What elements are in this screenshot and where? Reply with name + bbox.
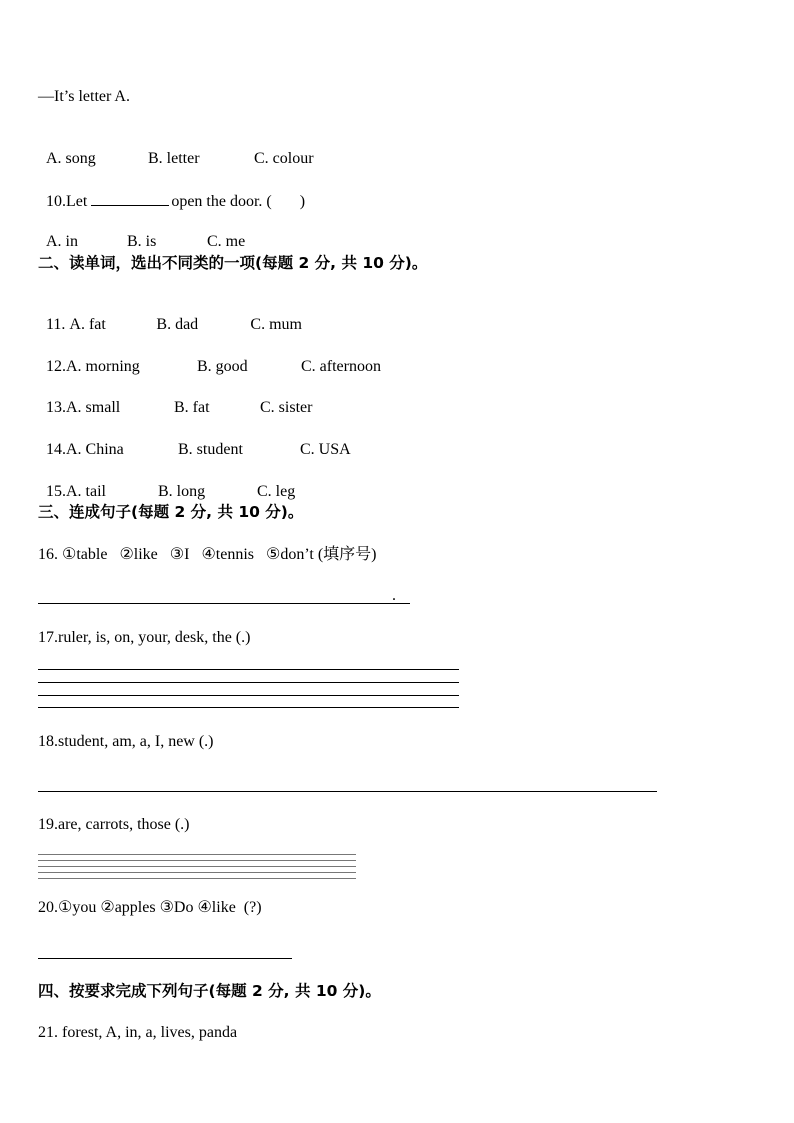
q13-option-b[interactable]: B. fat [174,399,210,416]
q15-option-a[interactable]: A. tail [66,483,106,500]
q10-option-a[interactable]: A. in [46,233,78,250]
q9-answer-line: —It’s letter A. [38,88,130,105]
q11-option-c[interactable]: C. mum [250,316,302,333]
q17-answer-line-4[interactable] [38,707,459,708]
q10-stem-after: open the door. ( [171,193,272,210]
q15-number: 15. [46,483,66,500]
q12-option-b[interactable]: B. good [197,358,248,375]
q9-option-b[interactable]: B. letter [148,150,200,167]
q17-answer-line-2[interactable] [38,682,459,683]
q19-answer-line-5[interactable] [38,878,356,879]
q15-option-c[interactable]: C. leg [257,483,296,500]
q10-stem [38,171,305,212]
q14-option-a[interactable]: A. China [66,441,124,458]
q20-answer-line[interactable] [38,958,292,959]
q10-stem-before: 10.Let [46,193,88,210]
q9-options [38,129,314,169]
q17-prompt: 17.ruler, is, on, your, desk, the (.) [38,629,251,646]
q21-prompt: 21. forest, A, in, a, lives, panda [38,1024,238,1041]
q13-number: 13. [46,399,66,416]
section3-heading: 三、连成句子(每题 2 分, 共 10 分)。 [38,503,304,521]
q13-option-c[interactable]: C. sister [260,399,313,416]
q14-option-b[interactable]: B. student [178,441,243,458]
q14-number: 14. [46,441,66,458]
q14-option-c[interactable]: C. USA [300,441,351,458]
q16-period: . [392,587,396,604]
q14-row [38,420,351,460]
q12-option-c[interactable]: C. afternoon [301,358,381,375]
q9-option-a[interactable]: A. song [46,150,96,167]
q19-answer-line-2[interactable] [38,860,356,861]
q15-row [38,462,295,502]
q17-answer-line-3[interactable] [38,695,459,696]
q13-row [38,378,312,418]
q19-answer-line-4[interactable] [38,872,356,873]
q10-option-b[interactable]: B. is [127,233,157,250]
q11-option-b[interactable]: B. dad [156,316,199,333]
q10-paren-close: ) [299,193,306,210]
q16-answer-line[interactable] [38,603,410,604]
q9-option-c[interactable]: C. colour [254,150,314,167]
q11-row [38,295,302,335]
q19-prompt: 19.are, carrots, those (.) [38,816,190,833]
q12-row [38,337,381,377]
q12-number: 12. [46,358,66,375]
q17-answer-line-1[interactable] [38,669,459,670]
q19-answer-line-3[interactable] [38,866,356,867]
section2-heading: 二、读单词，选出不同类的一项(每题 2 分, 共 10 分)。 [38,254,428,272]
q12-option-a[interactable]: A. morning [66,358,140,375]
q18-prompt: 18.student, am, a, I, new (.) [38,733,214,750]
q15-option-b[interactable]: B. long [158,483,206,500]
q10-answer-blank[interactable] [91,191,169,206]
section4-heading: 四、按要求完成下列句子(每题 2 分, 共 10 分)。 [38,982,381,1000]
q16-prompt: 16. ①table ②like ③I ④tennis ⑤don’t (填序号) [38,546,377,563]
q18-answer-line[interactable] [38,791,657,792]
q13-option-a[interactable]: A. small [66,399,121,416]
q10-option-c[interactable]: C. me [207,233,246,250]
q11-option-a[interactable]: A. fat [69,316,106,333]
q11-number: 11. [46,316,70,333]
q20-prompt: 20.①you ②apples ③Do ④like (?) [38,899,262,916]
q19-answer-line-1[interactable] [38,854,356,855]
q10-options [38,212,245,252]
